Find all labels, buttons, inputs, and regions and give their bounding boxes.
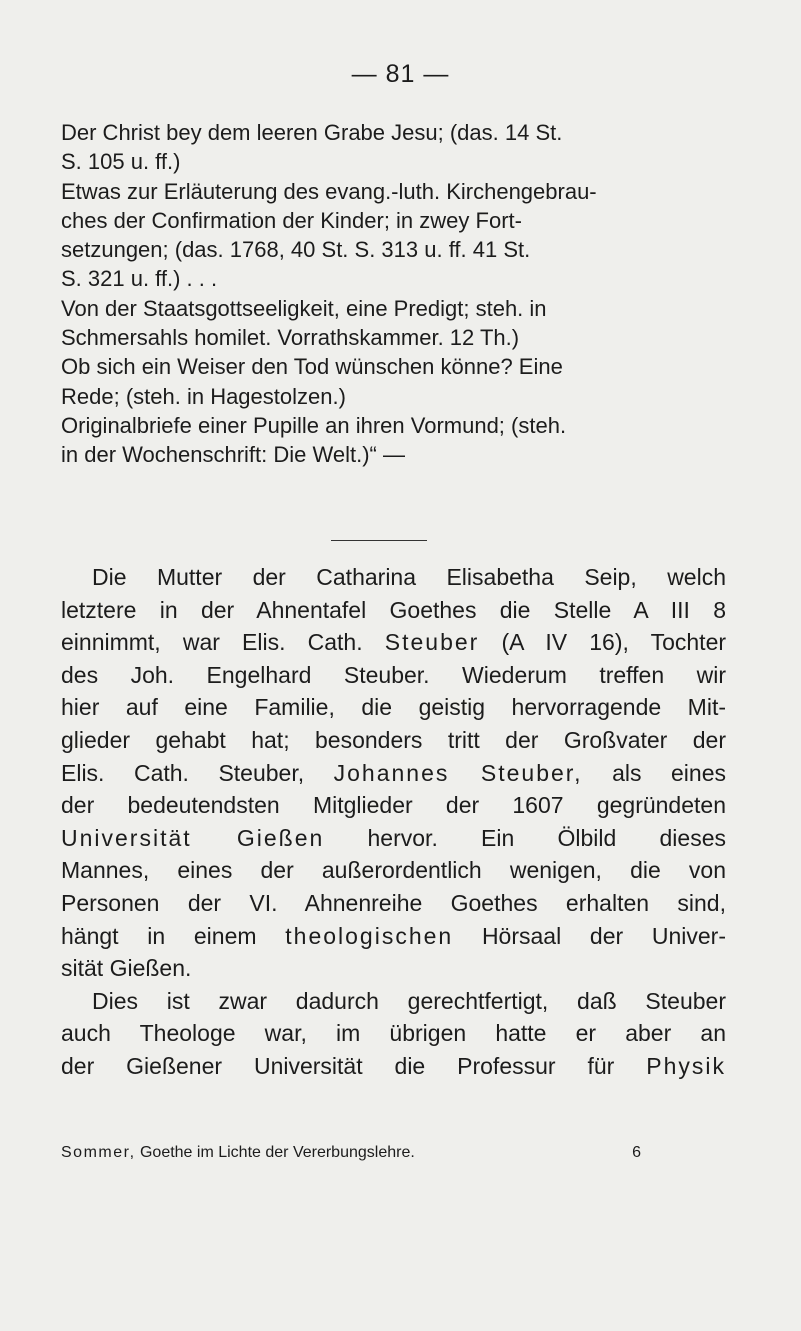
text-line: Schmersahls homilet. Vorrathskammer. 12 Th.) <box>61 325 520 351</box>
text-run: hervor. Ein Ölbild dieses <box>367 824 727 851</box>
text-line: letztere in der Ahnentafel Goethes die Stelle A III 8 <box>61 596 726 623</box>
text-line: S. 105 u. ff.) <box>61 149 181 175</box>
text-line <box>61 626 726 659</box>
text-run: hängt in einem <box>61 922 257 949</box>
emphasized-word: theologischen <box>285 922 454 949</box>
text-line: auch Theologe war, im übrigen hatte er aber an <box>61 1020 726 1047</box>
emphasized-name: Johannes Steuber, <box>333 759 583 786</box>
text-run: (A IV 16), Tochter <box>501 629 727 656</box>
bibliography-entry <box>61 411 751 470</box>
text-line <box>61 757 726 790</box>
bibliography-entry <box>61 352 751 411</box>
text-line: glieder gehabt hat; besonders tritt der Großvater der <box>61 726 726 753</box>
text-line <box>61 1050 726 1083</box>
text-run: Hörsaal der Univer- <box>481 922 726 949</box>
text-line: des Joh. Engelhard Steuber. Wiederum treffen wir <box>61 661 726 688</box>
section-divider <box>331 540 427 541</box>
emphasized-word: Physik <box>646 1052 726 1079</box>
bibliography-entry <box>61 177 751 294</box>
text-line: Etwas zur Erläuterung des evang.-luth. Kirchengebrau- <box>61 178 597 204</box>
text-line: Dies ist zwar dadurch gerechtfertigt, daß Steuber <box>92 987 726 1014</box>
paragraph <box>61 985 726 1083</box>
bibliography-entry <box>61 294 751 353</box>
text-line: Von der Staatsgottseeligkeit, eine Predigt; steh. in <box>61 295 547 321</box>
text-line <box>61 822 726 855</box>
page-footer <box>61 1144 641 1162</box>
text-line: hier auf eine Familie, die geistig hervorragende Mit- <box>61 694 726 721</box>
footer-author: Sommer, <box>61 1144 136 1161</box>
text-line: ches der Confirmation der Kinder; in zwey Fort- <box>61 207 522 233</box>
text-line: Personen der VI. Ahnenreihe Goethes erhalten sind, <box>61 889 726 916</box>
bibliography-entry <box>61 118 751 177</box>
paragraph <box>61 561 726 985</box>
text-line: Der Christ bey dem leeren Grabe Jesu; (das. 14 St. <box>61 120 563 145</box>
footer-title: Goethe im Lichte der Vererbungslehre. <box>139 1144 415 1161</box>
text-run: als eines <box>612 759 726 786</box>
signature-mark: 6 <box>632 1144 641 1161</box>
text-run: der Gießener Universität die Professur für <box>61 1052 615 1079</box>
text-line: in der Wochenschrift: Die Welt.)“ — <box>61 442 405 468</box>
emphasized-name: Steuber <box>384 629 480 656</box>
main-text <box>61 561 726 1083</box>
text-line: sität Gießen. <box>61 955 192 982</box>
text-line <box>61 920 726 953</box>
page-number: — 81 — <box>351 60 450 88</box>
footer-citation <box>61 1144 415 1162</box>
bibliography-list <box>61 118 751 470</box>
text-line: Die Mutter der Catharina Elisabetha Seip, welch <box>92 564 726 590</box>
text-line: setzungen; (das. 1768, 40 St. S. 313 u. ff. 41 St. <box>61 237 531 263</box>
text-run: Elis. Cath. Steuber, <box>61 759 305 786</box>
text-run: einnimmt, war Elis. Cath. <box>61 629 363 656</box>
text-line: Originalbriefe einer Pupille an ihren Vormund; (steh. <box>61 412 567 438</box>
text-line: Ob sich ein Weiser den Tod wünschen könne? Eine <box>61 354 563 380</box>
text-line: S. 321 u. ff.) . . . <box>61 266 218 292</box>
text-line: Mannes, eines der außerordentlich wenigen, die von <box>61 857 726 884</box>
emphasized-name: Universität Gießen <box>61 824 325 851</box>
text-line: der bedeutendsten Mitglieder der 1607 gegründeten <box>61 792 726 819</box>
text-line: Rede; (steh. in Hagestolzen.) <box>61 383 346 409</box>
